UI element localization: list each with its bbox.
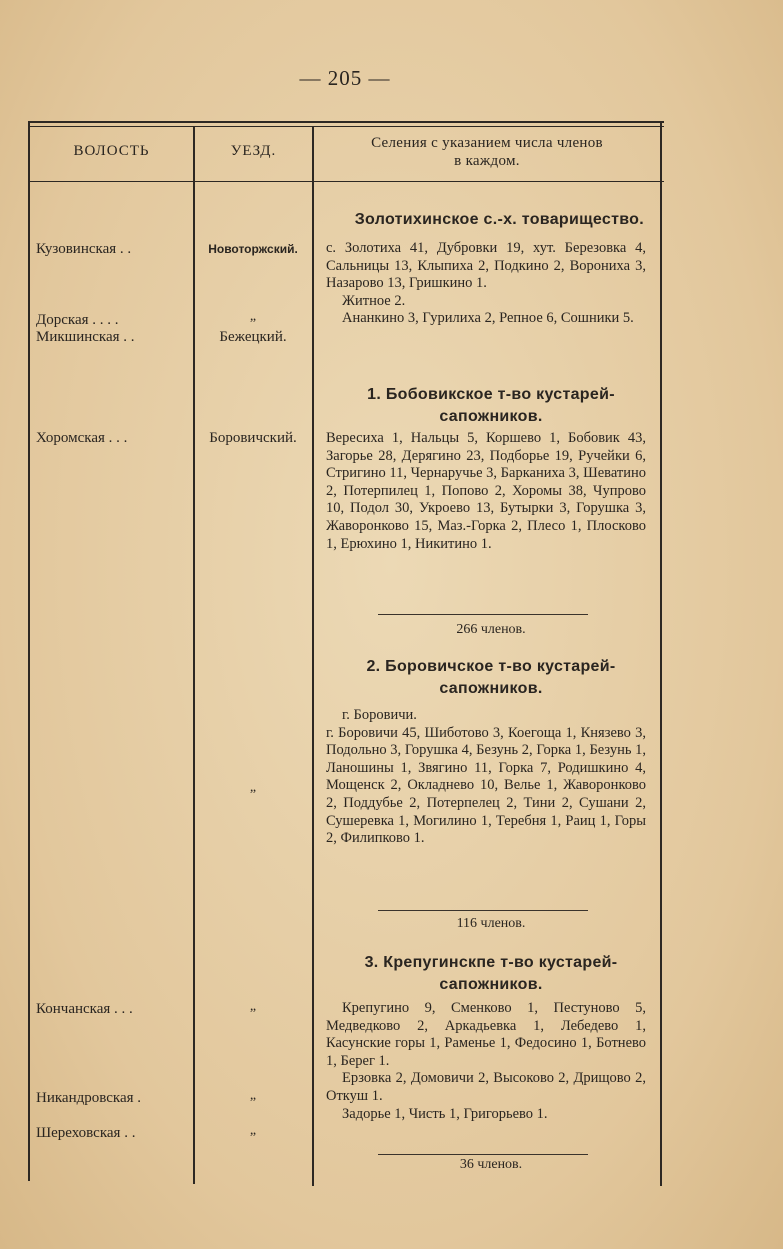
section-title-line: 2. Боровичское т-во кустарей- bbox=[366, 658, 616, 675]
table-left-border bbox=[28, 121, 30, 1181]
section-title-line: сапожников. bbox=[439, 408, 543, 425]
header-settlements-line1: Селения с указанием числа членов bbox=[371, 135, 603, 151]
settlements-paragraph: Вересиха 1, Нальцы 5, Коршево 1, Бобовик 43, Загорье 28, Дерягино 23, Подборье 19, Ручейки 6, Стригино 11, Чернаручье 3, Барканиха 3, Шеватино 2, Потерпилец 1, Попово 2, Хоромы 38, Чупрово 10, Подол 30, Укроево 13, Бутырки 3, Горушка 3, Жаворонково 15, Маз.-Горка 2, Плесо 1, Плосково 1, Ерюхино 1, Никитино 1. bbox=[326, 430, 646, 552]
uezd-borovichsky: Боровичский. bbox=[209, 430, 297, 446]
volost-kuzovinskaya: Кузовинская . . bbox=[36, 241, 132, 257]
uezd-ditto: „ bbox=[249, 999, 257, 1014]
col-divider-2 bbox=[312, 126, 314, 1186]
uezd-ditto: „ bbox=[249, 1088, 257, 1103]
volost-khoromskaya: Хоромская . . . bbox=[36, 430, 128, 446]
section-text-zolotikhinskoe bbox=[326, 240, 646, 328]
total-rule bbox=[378, 910, 588, 911]
settlements-paragraph: г. Боровичи 45, Шиботово 3, Коегоща 1, Князево 3, Подольно 3, Горушка 4, Безунь 2, Горка 1, Безунь 1, Ланошины 1, Звягино 11, Горка 7, Родишкино 4, Мощенск 2, Окладнево 10, Велье 1, Жаворонково 2, Поддубье 2, Потерпелец 2, Тини 2, Сушани 2, Сушеревка 1, Могилино 1, Теребня 1, Раиц 1, Горы 2, Филипково 1. bbox=[326, 724, 646, 847]
section-title-borovichskoe bbox=[326, 656, 656, 700]
settlements-paragraph: Крепугино 9, Сменково 1, Пестуново 5, Медведково 2, Аркадьевка 1, Лебедево 1, Касунские горы 1, Раменье 1, Федосино 1, Ботнево 1, Берег 1. bbox=[326, 1000, 646, 1069]
table-top-rule bbox=[28, 121, 664, 123]
uezd-ditto: „ bbox=[249, 309, 257, 324]
table-right-border bbox=[660, 121, 662, 1186]
section-total-krepuginskoe: 36 членов. bbox=[459, 1157, 523, 1172]
header-uezd: УЕЗД. bbox=[230, 143, 277, 159]
total-rule bbox=[378, 614, 588, 615]
section-title-krepuginskoe bbox=[326, 952, 656, 996]
section-title-line: 3. Крепугинскпе т-во кустарей- bbox=[364, 954, 618, 971]
section-text-bobovikskoe bbox=[326, 430, 646, 553]
table-top-rule-inner bbox=[28, 126, 664, 127]
section-total-bobovikskoe: 266 членов. bbox=[456, 622, 526, 637]
header-settlements bbox=[314, 134, 660, 170]
volost-konchanskaya: Кончанская . . . bbox=[36, 1001, 133, 1017]
total-rule bbox=[378, 1154, 588, 1155]
section-total-borovichskoe: 116 членов. bbox=[456, 916, 526, 931]
section-title-zolotikhinskoe: Золотихинское с.-х. товарищество. bbox=[354, 211, 644, 228]
uezd-ditto: „ bbox=[249, 1123, 257, 1138]
settlements-paragraph: г. Боровичи. bbox=[342, 707, 417, 723]
uezd-novotorzhsky: Новоторжский. bbox=[208, 242, 298, 256]
uezd-bezhetsky: Бежецкий. bbox=[219, 329, 287, 345]
settlements-paragraph: с. Золотиха 41, Дубровки 19, хут. Березовка 4, Сальницы 13, Клыпиха 2, Подкино 2, Ворониха 3, Назарово 13, Гришкино 1. bbox=[326, 240, 646, 292]
settlements-paragraph: Задорье 1, Чисть 1, Григорьево 1. bbox=[342, 1105, 548, 1122]
col-divider-1 bbox=[193, 126, 195, 1184]
section-text-borovichskoe bbox=[326, 707, 646, 848]
section-title-bobovikskoe bbox=[326, 384, 656, 428]
section-title-line: 1. Бобовикское т-во кустарей- bbox=[367, 386, 615, 403]
header-settlements-line2: в каждом. bbox=[454, 153, 520, 169]
settlements-paragraph: Ананкино 3, Гурилиха 2, Репное 6, Сошники 5. bbox=[342, 310, 634, 327]
volost-dorskaya: Дорская . . . . bbox=[36, 312, 119, 328]
volost-nikandrovskaya: Никандровская . bbox=[36, 1090, 142, 1106]
section-title-line: сапожников. bbox=[439, 976, 543, 993]
settlements-paragraph: Ерзовка 2, Домовичи 2, Высоково 2, Дрищово 2, Откуш 1. bbox=[326, 1070, 646, 1104]
volost-mikshinskaya: Микшинская . . bbox=[36, 329, 135, 345]
section-title-line: сапожников. bbox=[439, 680, 543, 697]
uezd-ditto: „ bbox=[249, 780, 257, 795]
header-volost: ВОЛОСТЬ bbox=[73, 143, 150, 159]
volost-sherekhovskaya: Шереховская . . bbox=[36, 1125, 136, 1141]
header-bottom-rule bbox=[28, 181, 664, 182]
settlements-paragraph: Житное 2. bbox=[342, 292, 406, 309]
page-number: — 205 — bbox=[299, 66, 391, 90]
section-text-krepuginskoe bbox=[326, 1000, 646, 1123]
